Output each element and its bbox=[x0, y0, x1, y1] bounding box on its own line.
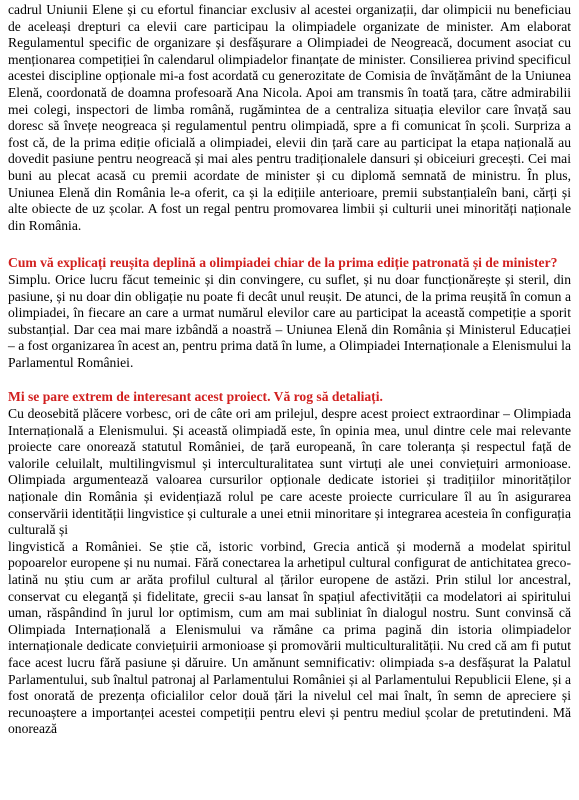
intro-paragraph: cadrul Uniunii Elene și cu efortul financiar exclusiv al acestei organizații, dar olimpicii nu beneficiau de aceleași drepturi ca elevii care participau la olimpiadele organizate de minister. Am elaborat Regulamentul specific de organizare și desfășurare a Olimpiadei de Neogreacă, document asociat cu menționarea competiției în calendarul olimpiadelor finanțate de minister. Consilierea privind specificul acestei discipline opționale mi-a fost acordată cu generozitate de Comisia de învățământ de la Uniunea Elenă, coordonată de doamna profesoară Ana Nicola. Apoi am transmis în toată țara, către admirabilii mei colegi, inspectori de limba română, rugămintea de a centraliza situația elevilor care învață sau doresc să învețe neogreaca și regulamentul pentru olimpiadă, spre a fi comunicat în școli. Surpriza a fost că, de la prima ediție oficială a olimpiadei, elevii din țară care au participat la etapa națională au dovedit pasiune pentru neogreacă și mai ales pentru tradiționalele dansuri și obiceiuri grecești. Cei mai buni au plecat acasă cu premii acordate de minister și cu diplomă semnată de ministru. În plus, Uniunea Elenă din România le-a oferit, ca și la edițiile anterioare, premii substanțialeîn bani, cărți și alte obiecte de uz școlar. A fost un regal pentru promovarea limbii și culturii unei minorități naționale din România. bbox=[8, 2, 571, 233]
answer-paragraph: Cu deosebită plăcere vorbesc, ori de câte ori am prilejul, despre acest proiect extraordinar – Olimpiada Internațională a Elenismului. Și această olimpiadă este, în opinia mea, unul dintre cele mai relevante proiecte care onorează statutul României, de țară europeană, în care toleranța și respectul față de valorile celuilalt, multilingvismul și interculturalitatea sunt virtuți ale unei conviețuiri armonioase. Olimpiada argumentează valoarea cursurilor opționale dedicate istoriei și tradițiilor minorităților naționale din România și evidențiază rolul pe care aceste proiecte curriculare îl au în asigurarea conservării identității lingvistice și culturale a unei etnii minoritare și integrarea acesteia în configurația culturală și bbox=[8, 406, 571, 538]
answer-paragraph-continued: lingvistică a României. Se știe că, istoric vorbind, Grecia antică și modernă a modelat spiritul popoarelor europene și nu numai. Fără conectarea la arhetipul cultural configurat de antichitatea greco-latină nu știu cum ar arăta profilul cultural al țărilor europene de astăzi. Prin stilul lor ancestral, conservat cu eleganță și fidelitate, grecii s-au lansat în spațiul afectivității ca modelatori ai spiritului uman, răspândind în jurul lor optimism, cum am mai subliniat în dialogul nostru. Sunt convinsă că Olimpiada Internațională a Elenismului va rămâne ca prima pagină din istoria olimpiadelor internaționale dedicate conviețuirii armonioase și promovării multiculturalității. Nu cred că am fi putut face acest lucru fără pasiune și dăruire. Un amănunt semnificativ: olimpiada s-a desfășurat la Palatul Parlamentului, sub înaltul patronaj al Parlamentului României și al Parlamentului Republicii Elene, și a fost onorată de prezența oficialilor celor două țări la nivelul cel mai înalt, în semn de apreciere și recunoaștere a importanței acestei competiții pentru elevi și pentru mediul școlar de pretutindeni. Mă onorează bbox=[8, 538, 571, 737]
qa-section-project-details bbox=[8, 389, 571, 737]
question-heading: Mi se pare extrem de interesant acest proiect. Vă rog să detaliați. bbox=[8, 389, 383, 405]
intro-section bbox=[8, 2, 571, 234]
qa-section-olympiad-success bbox=[8, 255, 571, 371]
answer-paragraph: Simplu. Orice lucru făcut temeinic și din convingere, cu suflet, și nu doar funcționărește și steril, din pasiune, și nu doar din obligație nu poate fi decât unul reușit. De atunci, de la prima reușită în comun a olimpiadei, în fiecare an care a urmat numărul elevilor care au participat la această competiție a sporit substanțial. Dar cea mai mare izbândă a noastră – Uniunea Elenă din România și Ministerul Educației – a fost organizarea în acest an, pentru prima dată în lume, a Olimpiadei Internaționale a Elenismului la Parlamentul României. bbox=[8, 271, 571, 370]
question-heading: Cum vă explicați reușita deplină a olimpiadei chiar de la prima ediție patronată și de minister? bbox=[8, 255, 558, 271]
